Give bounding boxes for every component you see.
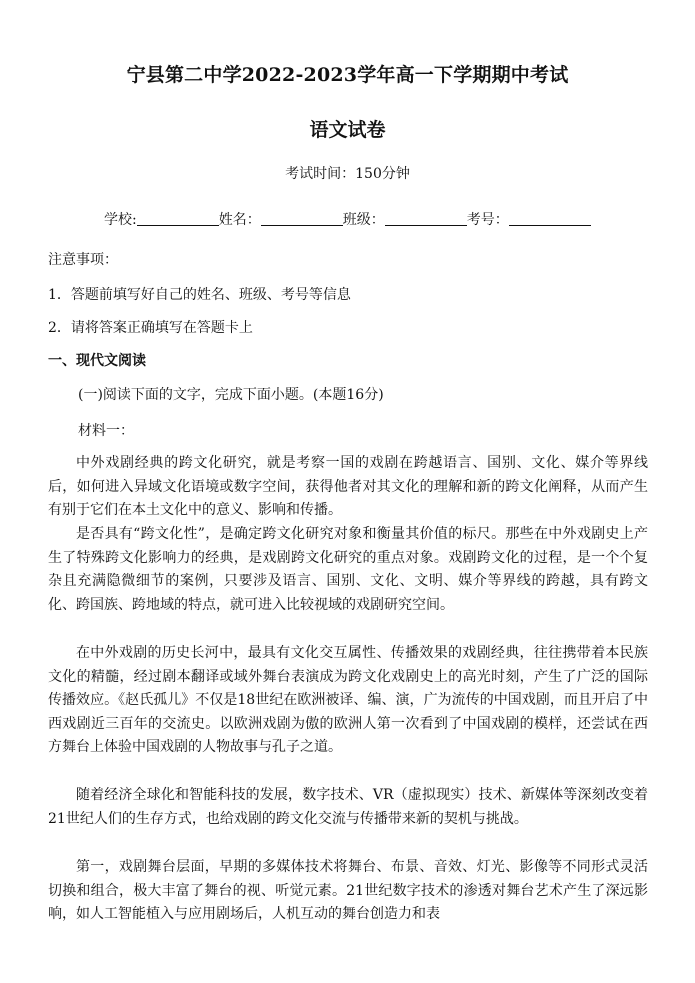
paragraph-1: 中外戏剧经典的跨文化研究，就是考察一国的戏剧在跨越语言、国别、文化、媒介等界线后，如何进入异域文化语境或数字空间，获得他者对其文化的理解和新的跨文化阐释，从而产生有别于它们在本土文化中的意义、影响和传播。 [48, 455, 648, 518]
paragraph-4: 随着经济全球化和智能科技的发展，数字技术、VR（虚拟现实）技术、新媒体等深刻改变着21世纪人们的生存方式，也给戏剧的跨文化交流与传播带来新的契机与挑战。 [48, 787, 648, 827]
exam-title: 宁县第二中学2022-2023学年高一下学期期中考试 [126, 64, 569, 86]
question-instruction: (一)阅读下面的文字，完成下面小题。(本题16分) [78, 387, 384, 403]
exam-no-label: 考号： [466, 212, 509, 228]
class-label: 班级： [342, 212, 385, 228]
exam-subtitle: 语文试卷 [309, 119, 386, 141]
paragraph-2: 是否具有“跨文化性”，是确定跨文化研究对象和衡量其价值的标尺。那些在中外戏剧史上产生了特殊跨文化影响力的经典，是戏剧跨文化研究的重点对象。戏剧跨文化的过程，是一个个复杂且充满隐微细节的案例，只要涉及语言、国别、文化、文明、媒介等界线的跨越，具有跨文化、跨国族、跨地域的特点，就可进入比较视域的戏剧研究空间。 [48, 526, 648, 613]
exam-time: 考试时间：150分钟 [285, 166, 410, 182]
school-label: 学校: [104, 212, 137, 228]
note-item: 1．答题前填写好自己的姓名、班级、考号等信息 [48, 287, 351, 303]
name-blank [261, 225, 343, 226]
section-heading: 一、现代文阅读 [48, 353, 146, 369]
school-blank [137, 225, 219, 226]
material-label: 材料一： [78, 423, 134, 439]
notes-heading: 注意事项： [48, 252, 118, 268]
name-label: 姓名： [218, 212, 261, 228]
note-item: 2．请将答案正确填写在答题卡上 [48, 320, 253, 336]
student-info-line [104, 209, 591, 229]
paragraph-5: 第一，戏剧舞台层面，早期的多媒体技术将舞台、布景、音效、灯光、影像等不同形式灵活切换和组合，极大丰富了舞台的视、听觉元素。21世纪数字技术的渗透对舞台艺术产生了深远影响，如人工智能植入与应用剧场后，人机互动的舞台创造力和表 [48, 859, 648, 922]
exam-no-blank [509, 225, 591, 226]
class-blank [385, 225, 467, 226]
paragraph-3: 在中外戏剧的历史长河中，最具有文化交互属性、传播效果的戏剧经典，往往携带着本民族文化的精髓，经过剧本翻译或域外舞台表演成为跨文化戏剧史上的高光时刻，产生了广泛的国际传播效应。《赵氏孤儿》不仅是18世纪在欧洲被译、编、演，广为流传的中国戏剧，而且开启了中西戏剧近三百年的交流史。以欧洲戏剧为傲的欧洲人第一次看到了中国戏剧的模样，还尝试在西方舞台上体验中国戏剧的人物故事与孔子之道。 [48, 645, 648, 755]
